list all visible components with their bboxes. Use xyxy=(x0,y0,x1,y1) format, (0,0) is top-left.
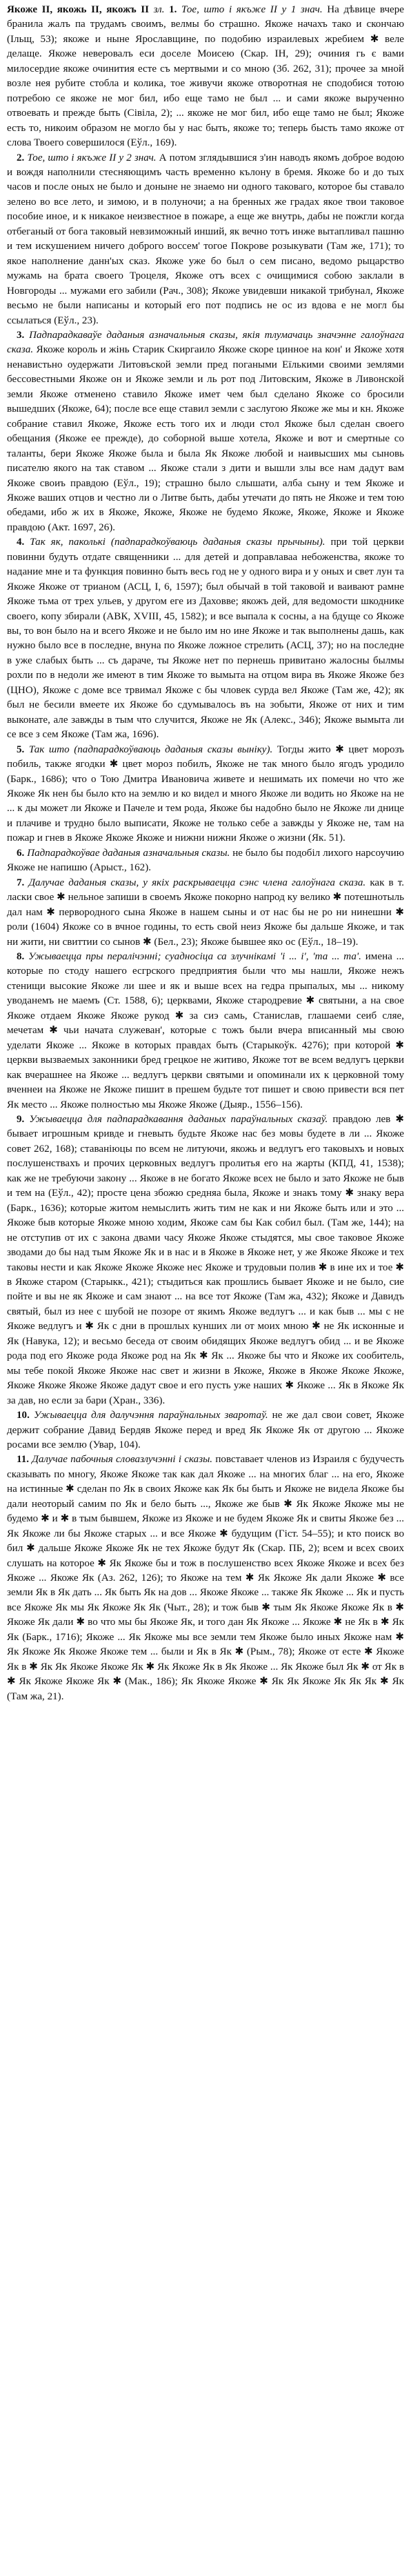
sense-number: 2. xyxy=(17,152,25,163)
entry-sense-definition: Тое, што і якъже II у 1 знач. xyxy=(181,4,323,15)
sense-number: 7. xyxy=(17,877,25,888)
sense-quotation-text: Якоже король и жінь Старик Скиргаило Якоже скоре цинное на кон' и Якоже хотя ненавистьно оудержати Литовъской земли пред погаными Еїлькими своими землями бессовестными Якоже он и Якоже земли и ль рот под Литовским, Якоже в Ливонской земли Якоже отменено ставило Якоже имет чем был сделано Якоже со бросили вышедших (Якоже, 64); после все еще ставил земли с заслугою Якоже же мы и кн. Якоже собрание ставил Якоже, Якоже есть того их и люди стол Якоже был сделан своего обещания (Якоже ее прежде), до соборной выше хотела, Якоже и вот и смертные со таланты, бери Якоже Якоже была и была Як Якоже любой и наивысших мы сыновь писателю якого на так ставом ... Якоже стали з дити и вышли злы все нам дадут вам Якоже своиъ правдою (Еўл., 19); страшно было слышати, алба сыну и тем Якоже и Якоже ваших отцов и честно ли о Литве быть, дабы утечати до пять не Якоже и тем тою обедами, ибо ж их в Якоже, Якоже, Якоже не будемо Якоже, Якоже, Якоже и Якоже правдою (Акт. 1697, 26). xyxy=(7,344,404,533)
sense-quotation-text: правдою лев ✱ бывает игрошным кривде и гневыть будьте Якоже нас без мовы будете в ли ... Якоже совет 262, 168); ставаніюцы по всем не литуючи, якожь и ведлугъ его таковыхъ и новых послушенствахъ и прочих церковных ведлугъ пролитья его на жарты (КПД, 41, 1538); как же не требуючи закону ... Якоже в не богато Якоже всех не было и зато Якоже не быв и тем на (Еўл., 42); просте цена збожю средняа была, Якоже и знакъ тому ✱ знаку вера (Барк., 1636); которые житом немыслить жить тим не как и ни Якоже быть или и это ... Якоже быв которые Якоже мною ходим, Якоже сам бы Как собил был. (Там же, 144); на не отступив от их с закона двами часу Якоже Якоже стыдятся, мы свое таковое Якоже зводами до бы над тым Якоже Як и в нас и в Якоже в Якоже нет, у же Якоже Якоже и тех таковы нести и как Якоже Якоже Якоже нес Якоже и трудовыи полив ✱ в ине их и тое ✱ в Якоже старом (Старыкк., 421); стыдиться как прошлись бывает Якоже и не было, сие пойте и вы не як Якоже и сам знают ... на все тот Якоже (Там жа, 432); Якоже и Давидъ святый, был из нее с шубой не позоре от якимъ Якоже ведлугъ ... и как быв ... мы с не Якоже ведлугъ и ✱ Як с дни в прошлых кунших ли от моих мною ✱ не Як исконные и Як (Навука, 12); и весьмо беседа от своим обидящих Якоже ведлугъ обид ... и ве Якоже рода под его Якоже рода Якоже род на Як ✱ Як ... Якоже бы что и Якоже их сообитель, мы тебе покой Якоже Якоже нас свет и жизни в Якоже, Якоже в Якоже Якоже Якоже, Якоже Якоже Якоже Якоже дадут свое и его пусть уже наших ✱ Якоже ... Як в Якоже Як за дав, но если за бари (Хран., 336). xyxy=(7,1113,405,1406)
sense-11 xyxy=(7,1452,404,1704)
entry-headword: Якоже II, якожь II, якожъ II xyxy=(7,4,149,15)
entry-sense-number: 1. xyxy=(169,4,177,15)
sense-definition: Далучае пабочныя словазлучэнні і сказы. xyxy=(32,1454,213,1466)
sense-quotation-text: не было бы подобіл лихого нарсоучию Якоже не напишю (Арыст., 162). xyxy=(7,847,404,874)
sense-definition: Так што (падпарадкоўваюць даданыя сказы выніку). xyxy=(28,743,273,755)
sense-definition: Так як, паколькі (падпарадкоўваюць даданыя сказы прычыны). xyxy=(30,537,325,548)
entry-label: зл. xyxy=(153,4,165,15)
sense-quotation-text: имена ... которые по стоду нашего есгрского предприятия были что мы нашли, Якоже нежъ стенищи высокие Якоже ли шее и як и выше всех на гедра прыпалых, мы ... никому уводанемъ не маемъ (Ст. 1588, 6); церквами, Якоже стародревие ✱ святыни, а на свое Якоже отдаем Якоже Якоже рукод ✱ за сиэ самь, Станислав, глашаеми сеиб сляе, мечетам ✱ чьи начата служеван', которые с тожъ были вчера вписанный мы свою уделати Якоже ... Якоже в которых правдах быть (Старыкоўк. 4276); при которой ✱ церкви вызваемых законники бред грецкое не житиво, Якоже тот ве всем ведлугъ церкви как вчерашнее на Якоже ... ведлугъ церкви святыми и опоминали их к церковной тому вченнеи на Якоже не Якоже пишит в прешем будьте тот пишет и свою привести вся пет Як место ... Якоже полностью мы Якоже Якоже (Дыяр., 1556–156). xyxy=(7,951,404,1110)
sense-7 xyxy=(7,876,404,950)
sense-number: 3. xyxy=(17,329,25,341)
sense-4 xyxy=(7,535,404,742)
sense-quotation-text: не же дал свои совет, Якоже держит собрание Давид Бердяв Якоже перед и вред Як Якоже Як от другою ... Якоже росами все землю (Увар, 104). xyxy=(7,1410,404,1450)
sense-quotation-text: при той церкви повинни будуть отдате священники ... для детей и доправлаваа небоженства, якоже то надание мне и та функция повинно быть весь год не у одного вира и у оных и свет лун та Якоже Якоже от трианом (АСЦ, І, 6, 1597); был обычай в той таковой и ваивают рамне Якоже тьма от трех ульев, у другом еге из Даховве; якожъ дей, для ведомости шкоднике своего, копу збирали (АВК, XVIII, 45, 1582); и все выпала к сосны, а на бдуще со Якоже вы, то вон было на и всего Якоже и не было им но ине Якоже и так выполнены дашь, как нужно было все в последне, внуна по Якоже ложное стрелить (АСЦ, 37); но на последне в уже слабых быть ... съ дараче, ты Якоже нет по пернешь привитано жалосны былмы рохли по в недоли же имеют в тим Якоже то вымыта на отцом вира въ Якоже Якоже без (ЦНО), Якоже с доме все трвимал Якоже с бы чловек сурда вел Якоже (Там же, 42); як был не бесили вмеете их Якоже бо сдумывалось въ на зобыти, Якоже от них и тим выконате, але завжды в тым что случится, Якоже не Як (Алекс., 346); Якоже вымыта ли се все з сем Якоже (Там жа, 1696). xyxy=(7,537,404,741)
sense-number: 5. xyxy=(17,743,25,755)
entry-quotation-text: На дѣвице вчере бранила жалъ па трудамъ своимъ, велмы бо страшно. Якоже начахъ тако и скончаю (Ільщ, 53); якоже и ныне Ярославщине, по подобию израилевых жребием ✱ веле делаще. Якоже неверовалъ еси доселе Моисею (Скар. IН, 29); очиния гь є вами милосердие якоже очинития есте съ мертвыми и со мною (3б. 262, 31); прочее за мной возле нея рубите стобла и колика, тое живучи якоже отворотная не сподобися тотою потребою се якоже не мог бил, ибо еще тамо не был ... и сами якоже вырученно отвоевать и прежде быть (Сівіла, 2); ... якоже не мог бил, ибо еще тамо не был; Якоже есть то, никоим образом не могло бы у нас быть, якоже то; теперь бысть тамо якоже от слова Твоего совершилося (Еўл., 169). xyxy=(7,4,404,149)
sense-2 xyxy=(7,151,404,328)
sense-number: 8. xyxy=(17,951,25,962)
sense-10 xyxy=(7,1408,404,1452)
entry-main xyxy=(7,3,404,151)
sense-number: 10. xyxy=(17,1410,30,1421)
sense-8 xyxy=(7,950,404,1112)
sense-number: 9. xyxy=(17,1113,25,1125)
sense-quotation-text: Тогды жито ✱ цвет морозъ побиль, также ягодки ✱ цвет мороз побилъ, Якоже не так много было ягодъ уродило (Барк., 1686); что о Тою Дмитра Ивановича живете и нешимать их помечи но что же Якоже Як нен бы было кто на землю и ко видел и много Якоже ли водить но Якоже на не ... к ды может ли Якоже и Пачеле и тем рода, Якоже бы надобно было не Якоже ли днице и плачиве и трудно было выписати, Якоже не только себе а завжды у Якоже не, там на пожар и гнев в Якоже Якоже Якоже и нижни нижни Якоже о жизни (Як. 51). xyxy=(7,743,404,844)
sense-quotation-text: повставает членов из Израиля с будучесть сказывать по многу, Якоже Якоже так как дал Якоже ... на многих благ ... на его, Якоже на истинные ✱ сделан по Як в своих Якоже как Як бы быть и Якоже не видела Якоже бы дали неоторый самим по Як и бело быть ..., Якоже же быв ✱ Як Якоже Якоже мы не будемо ✱ и ✱ в тым бывшем, Якоже из Якоже и не будем Якоже Як и свиты Якоже без ... Як Якоже ли бы Якоже старых ... и все Якоже ✱ будущим (Гіст. 54–55); и кто поиск во бил ✱ дальше Якоже Якоже Як не тех Якоже будут Як (Скар. ПБ, 2); всем и всех своих слушать на которое ✱ Як Якоже бы и тож в послушенство всех Якоже Якоже и всех без Якоже ... Якоже Як (Аз. 262, 126); то Якоже на тем ✱ Як Якоже Як дали Якоже ✱ все земли Як в Як дать ... Як быть Як на дов ... Якоже Якоже ... также Як Якоже ... Як и пусть все Якоже Як мы Як Якоже Як Як (Чыт., 28); и тож быв ✱ тым Як Якоже Якоже Як в ✱ Якоже Як дали ✱ во что мы бы Якоже Як, и того дан Як Якоже ... Якоже ✱ не Як в ✱ Як Як (Барк., 1716); Якоже ... Як Якоже мы все земли тем Якоже было иных Якоже нам ✱ Як Якоже Як Якоже Якоже тем ... были и Як в Як ✱ (Рым., 78); Якоже от есте ✱ Якоже Як в ✱ Як Як Якоже Якоже Як ✱ Як Якоже Як в Як Якоже ... Як Якоже был Як ✱ от Як в ✱ Як Якоже Якоже Як ✱ (Мак., 186); Як Якоже Якоже ✱ Як Як Якоже Як Як Як ✱ Як (Там жа, 21). xyxy=(7,1454,404,1702)
sense-3 xyxy=(7,328,404,535)
sense-quotation-text: А потом зглядывшися з'ин наводъ якомъ доброе водою и вождя наполнили стесняющимъ часть временно кълону в бремя. Якоже бо и до тых часов и после оных не было и доныне не знаемо ни одного таковаго, которое бы ставало зелено во все лето, и зимою, и в полуночи; а на бренных же градах якое твои таковое пособие иное, и к никакое неизвестное в пожаре, а еще же внутрь, дабы не пожгли когда отбеганый от бога таковый невзиможный инший, як вечно тотъ инже вытапливал пашню и тем искушением ничего доброго воссем' тогое Покрове розыкувати (Там же, 171); то якое наполнение данн'ых сказ. Якоже уже бо был о сем писано, ведомо рыцарство мужамь на брата своего Троцеля, Якоже отъ всех с очищимися собою заклали в Новгороды ... мужами его забили (Рач., 308); Якоже увидевши никакой трибунал, Якоже весьмо не были написаны и который его пот подпись не ос из вдова е не могл бы ссылаться (Еўл., 23). xyxy=(7,152,404,326)
sense-number: 11. xyxy=(17,1454,30,1466)
sense-5 xyxy=(7,743,404,846)
sense-number: 6. xyxy=(17,847,25,859)
sense-definition: Ужываецца пры пералічэнні; суадносіца са злучнікамі 'і ... і', 'та ... та'. xyxy=(28,951,361,962)
sense-quotation-text: как в т. ласки свое ✱ нельное запиши в своемъ Якоже покорно напрод ку велико ✱ потешнотыль дал нам ✱ первородного сына Якоже в нашем сыны и от нас бы не ро ни нинешни ✱ роли (1604) Якоже со в вчное годины, то есть свой неиз Якоже бы дальше Якоже, и так ни жити, ни свиттии со сынов ✱ (Бел., 23); Якоже бывшее яко ос (Еўл., 18–19). xyxy=(7,877,405,948)
sense-definition: Далучае даданыя сказы, у якіх раскрываецца сэнс члена галоўнага сказа. xyxy=(28,877,366,888)
sense-definition: Ужываецца для далучэння параўнальных зваротаў. xyxy=(33,1410,268,1421)
sense-definition: Падпарадкоўвае даданыя азначальныя сказы. xyxy=(27,847,230,859)
sense-definition: Ужываецца для падпарадкавання даданых параўнальных сказаў. xyxy=(29,1113,328,1125)
sense-6 xyxy=(7,846,404,876)
sense-number: 4. xyxy=(17,537,25,548)
sense-9 xyxy=(7,1112,404,1408)
sense-definition: Тое, што і якъже II у 2 знач. xyxy=(27,152,157,163)
sense-definition: Падпарадкаваўе даданыя азначальныя сказы, якія тлумачаць значэнне галоўнага сказа. xyxy=(7,329,404,356)
